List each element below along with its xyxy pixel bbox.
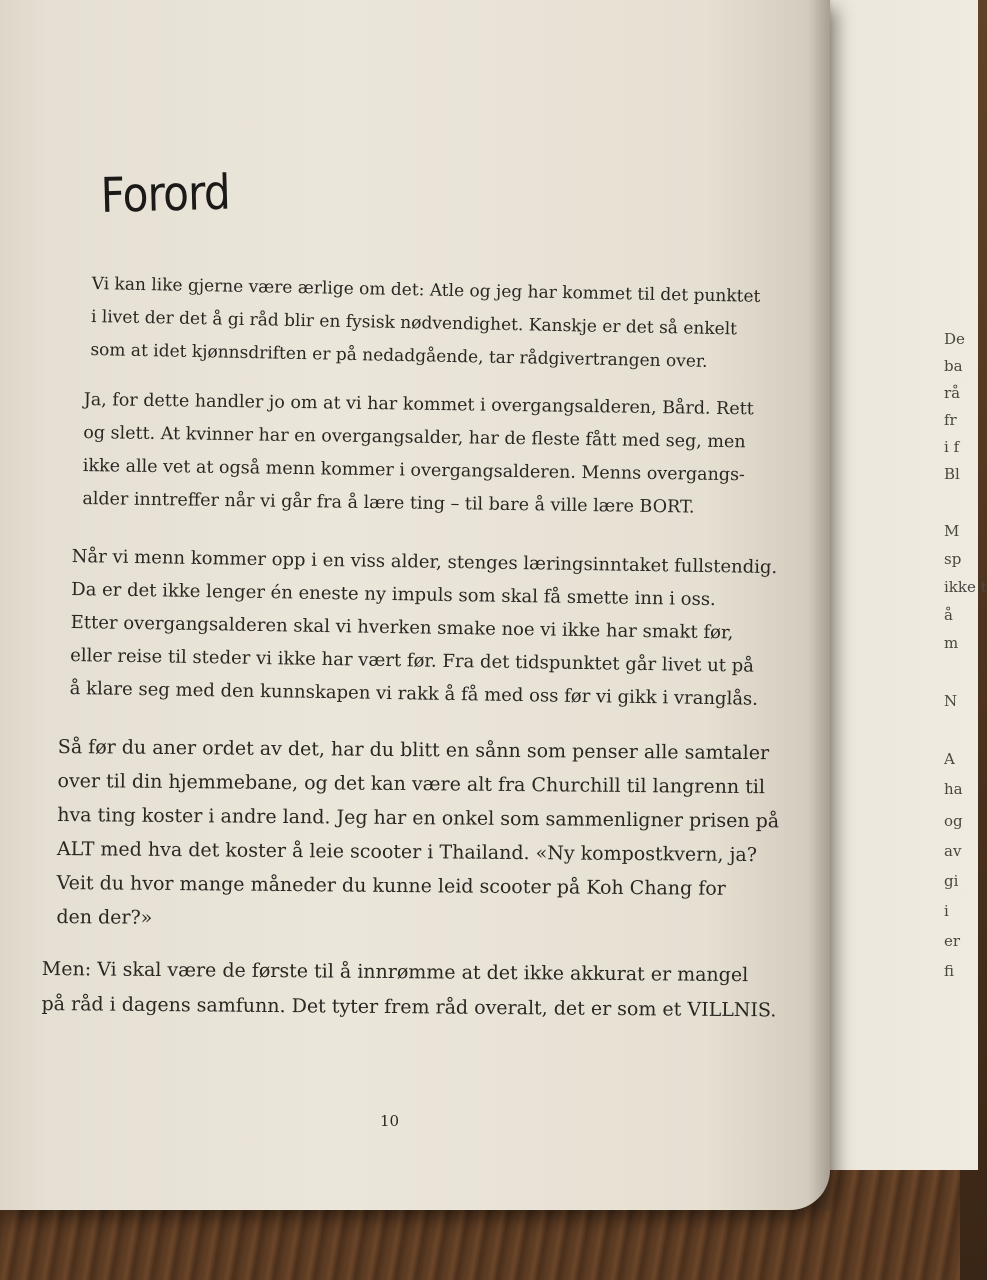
paragraph-5 xyxy=(41,952,776,1028)
right-page-fragment: er xyxy=(944,932,961,950)
right-page-fragment: sp xyxy=(944,550,962,568)
text-line: Etter overgangsalderen skal vi hverken smake noe vi ikke har smakt før, xyxy=(70,611,734,644)
right-page-fragment: N xyxy=(944,692,958,710)
page-number: 10 xyxy=(380,1112,400,1130)
text-line: på råd i dagens samfunn. Det tyter frem råd overalt, det er som et VILLNIS. xyxy=(41,992,777,1022)
right-page-fragment: og xyxy=(944,812,963,830)
right-page-fragment: å xyxy=(944,606,953,624)
text-line: Men: Vi skal være de første til å innrømme at det ikke akkurat er mangel xyxy=(41,957,749,987)
paragraph-3 xyxy=(69,540,777,716)
text-line: den der?» xyxy=(56,905,153,929)
right-page-fragment: ha xyxy=(944,780,963,798)
right-page-fragment: A xyxy=(944,750,955,768)
page-gutter-shadow xyxy=(808,0,830,1210)
text-line: ikke alle vet at også menn kommer i overgangsalderen. Menns overgangs- xyxy=(82,455,746,486)
text-line: Ja, for dette handler jo om at vi har kommet i overgangsalderen, Bård. Rett xyxy=(83,389,754,420)
right-page-fragment: m xyxy=(944,634,959,652)
paragraph-2 xyxy=(82,384,754,525)
text-line: Da er det ikke lenger én eneste ny impuls som skal få smette inn i oss. xyxy=(71,578,716,611)
right-page-fragment: De xyxy=(944,330,965,348)
right-page-fragment: i f xyxy=(944,438,960,456)
right-page-fragment: M xyxy=(944,522,960,540)
page-title: Forord xyxy=(100,164,231,224)
right-page-fragment: ikke t xyxy=(944,578,987,596)
right-page-fragment: fi xyxy=(944,962,955,980)
text-line: Veit du hvor mange måneder du kunne leid scooter på Koh Chang for xyxy=(56,871,726,900)
paragraph-1 xyxy=(90,268,761,380)
right-page-fragment: gi xyxy=(944,872,959,890)
right-page-fragment: av xyxy=(944,842,962,860)
text-line: Så før du aner ordet av det, har du blitt en sånn som penser alle samtaler xyxy=(57,735,770,765)
text-line: over til din hjemmebane, og det kan være alt fra Churchill til langrenn til xyxy=(57,769,766,799)
right-page-fragment: fr xyxy=(944,411,957,429)
paragraph-4 xyxy=(56,730,780,940)
right-page-fragment: ba xyxy=(944,357,963,375)
text-line: i livet der det å gi råd blir en fysisk nødvendighet. Kanskje er det så enkelt xyxy=(90,306,738,340)
right-page xyxy=(818,0,987,1170)
text-line: ALT med hva det koster å leie scooter i Thailand. «Ny kompostkvern, ja? xyxy=(56,837,758,867)
text-line: og slett. At kvinner har en overgangsalder, har de fleste fått med seg, men xyxy=(83,422,746,453)
text-line: eller reise til steder vi ikke har vært før. Fra det tidspunktet går livet ut på xyxy=(70,644,755,677)
text-line: å klare seg med den kunnskapen vi rakk å få med oss før vi gikk i vranglås. xyxy=(69,677,759,710)
right-page-fragment: Bl xyxy=(944,465,960,483)
text-line: som at idet kjønnsdriften er på nedadgående, tar rådgivertrangen over. xyxy=(90,339,708,372)
text-line: Når vi menn kommer opp i en viss alder, stenges læringsinntaket fullstendig. xyxy=(71,545,778,579)
right-page-fragment: i xyxy=(944,902,949,920)
text-line: alder inntreffer når vi går fra å lære ting – til bare å ville lære BORT. xyxy=(82,488,695,518)
text-line: hva ting koster i andre land. Jeg har en onkel som sammenligner prisen på xyxy=(57,803,780,833)
right-page-fragment: rå xyxy=(944,384,961,402)
text-line: Vi kan like gjerne være ærlige om det: Atle og jeg har kommet til det punktet xyxy=(91,273,761,307)
